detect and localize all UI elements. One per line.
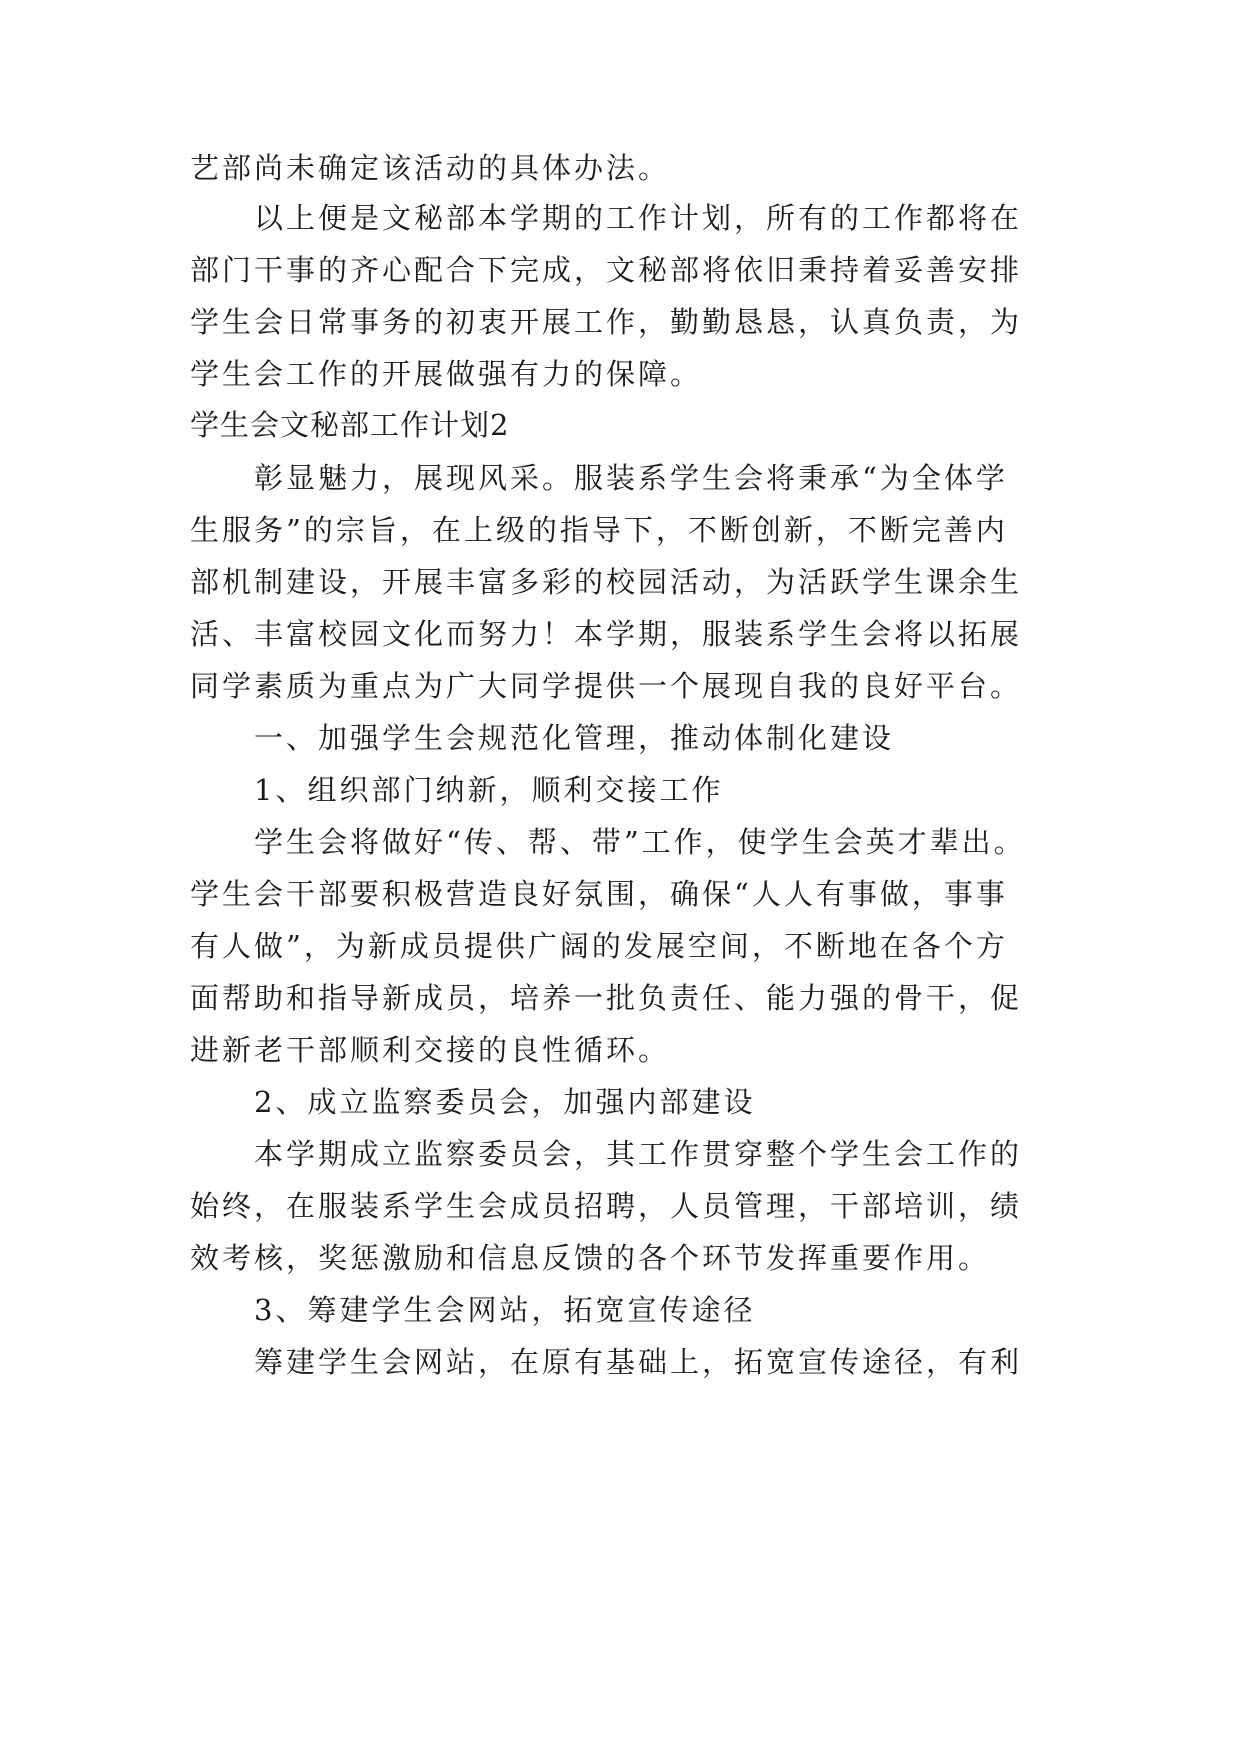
text-line: 效考核，奖惩激励和信息反馈的各个环节发挥重要作用。	[190, 1241, 991, 1275]
text-line: 有人做”，为新成员提供广阔的发展空间，不断地在各个方	[190, 929, 1008, 963]
text-line: 同学素质为重点为广大同学提供一个展现自我的良好平台。	[190, 669, 1023, 703]
heading-1: 一、加强学生会规范化管理，推动体制化建设	[254, 721, 895, 755]
text-line: 进新老干部顺利交接的良性循环。	[190, 1033, 671, 1067]
text-line: 活、丰富校园文化而努力！本学期，服装系学生会将以拓展	[190, 617, 1023, 651]
text-line: 彰显魅力，展现风采。服装系学生会将秉承“为全体学	[254, 461, 1008, 495]
subheading-2: 2、成立监察委员会，加强内部建设	[254, 1085, 756, 1119]
text-line: 部机制建设，开展丰富多彩的校园活动，为活跃学生课余生	[190, 565, 1023, 599]
text-line: 学生会工作的开展做强有力的保障。	[190, 357, 703, 391]
text-line: 学生会日常事务的初衷开展工作，勤勤恳恳，认真负责，为	[190, 305, 1023, 339]
text-line: 部门干事的齐心配合下完成，文秘部将依旧秉持着妥善安排	[190, 253, 1023, 287]
text-line: 本学期成立监察委员会，其工作贯穿整个学生会工作的	[254, 1137, 1023, 1171]
subheading-1: 1、组织部门纳新，顺利交接工作	[254, 773, 724, 807]
text-line: 学生会将做好“传、帮、带”工作，使学生会英才辈出。	[254, 825, 1026, 859]
text-line: 艺部尚未确定该活动的具体办法。	[190, 151, 671, 185]
subheading-3: 3、筹建学生会网站，拓宽宣传途径	[254, 1293, 756, 1327]
text-line: 筹建学生会网站，在原有基础上，拓宽宣传途径，有利	[254, 1345, 1023, 1379]
text-line: 生服务”的宗旨，在上级的指导下，不断创新，不断完善内	[190, 513, 1008, 547]
text-line: 以上便是文秘部本学期的工作计划，所有的工作都将在	[254, 201, 1023, 235]
text-line: 面帮助和指导新成员，培养一批负责任、能力强的骨干，促	[190, 981, 1023, 1015]
text-line: 始终，在服装系学生会成员招聘，人员管理，干部培训，绩	[190, 1189, 1023, 1223]
section-title: 学生会文秘部工作计划2	[190, 408, 510, 442]
text-line: 学生会干部要积极营造良好氛围，确保“人人有事做，事事	[190, 877, 1008, 911]
